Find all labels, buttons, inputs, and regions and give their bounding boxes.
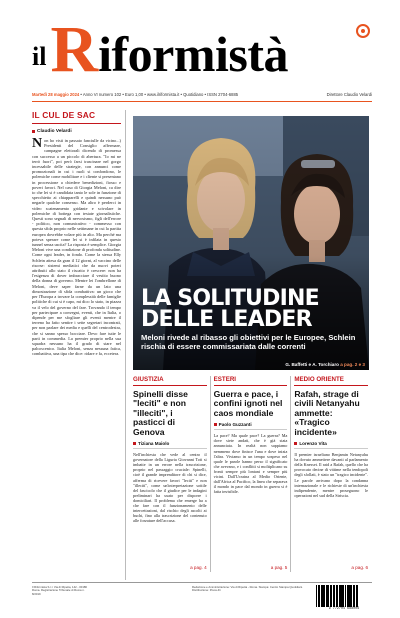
logo-prefix: il — [32, 42, 47, 71]
hero-credit — [285, 362, 365, 367]
hero-page-ref[interactable]: a pag. 2 e 3 — [340, 362, 365, 367]
edition-infobar — [32, 88, 372, 100]
article-byline — [214, 422, 288, 430]
editorial-text: on ho visti in passato fanciulle da vicino...) Presidenti del Consiglio affermare, campagne elettorali dicendo di promessa con successo a un piccolo di abertura. "Io mi ne terrò fuori", poi però farsi trascinare nel gorgo incessabile delle strategie, con annunci come promozionali in cui i ruoli si confondono, le polemiche come mobilitare e i cliente si presentano in processione a chiedere benedizioni, fiosso e poveri favori. Nel caso di Giorgia Meloni, ca dire to che lei si è candidata tanto le sole in funzione di specchietto ai chiapparelli e quindi nessuno può negarle qualche consenso. Ma altro è perderci in video scatenamento gridante e scivolare in polemiche di bottega con testate giornalistiche. Questi sono segnali di nervosismo, figli dell'errore - politico, non comunicativo - commesso con questa sfida proprio nelle settimane in cui la partita europea dovrebbe volare più in alto. Ma perché ma poteva sperare come lei si è infilata in questo tunnel senza uscita? La risposta è semplice. Giorgia Meloni vive una condizione di profonda solitudine. Come ogni leader, in fondo. Come la stessa Elly Schlein attesa da gran il 12 giorni, al vaccino delle risorse: sistemi mediatici che da nuovi poteri attribuiti allo stato il riscatto è crescere: non ha l'esigenza di dover imbracciare il vestito buono della donna di governo. Mentre lei l'ombrellone di Meloni, deve saper farne da un lato una dimostrazione di sfida combattiva: un gioco che per l'Europa a trovare la complessità delle famiglie politiche di cui si è capo, mi dico lo stato, in piazza va il velo del governo del fare. Trovando il tempo per partecipare a convegni, eventi, che in Italia, o dipende per me sfogliare gli eventi mentre il terreno ha fatto sentire i sette segretari incontrati, per non parlare dei media e quelli del centrodestra, che si sanno spesso bocciare. Devo fare tutte le parti in commedia. La premier proprio nella sua squadra nessuno ha il grado di stare nel palcoscenico. Italia Meloni, senza nessuna fatica, combattiva, una tipa che dice: ridare e fa, eccetera. — [32, 138, 121, 357]
hero-headline[interactable]: LA SOLITUDINE DELLE LEADER — [141, 286, 319, 332]
logo-wordmark: iformistà — [98, 26, 289, 82]
hero-authors: G. Baffetti e A. Torchiaro — [285, 362, 339, 367]
byline-square-icon — [32, 130, 35, 133]
article-body: Nell'inchiesta che vede al centro il governatore della Liguria Giovanni Toti si imbatte in un errore nella trascrizione, proprio nel passaggio cruciale: Spinelli, cioè il grande imprenditore di chi si dice, afferma di ricevere favori "leciti" e non "illeciti", come un'interpretazione sottile del fascicolo che il giudice per le indagini preliminari ha usato per disporre i domiciliari. Il problema che emerge ha a che fare con il funzionamento delle intercettazioni, dal rischio degli ascolti ai buchi, fino alla trascrizione del contenuto alle forzature dell'accusa. — [133, 452, 207, 524]
masthead — [0, 0, 400, 92]
editorial-office-info: Redazione e Amministrazione: Via di Ripetta - Roma. Stampa: Centro Stampa Quotidiani. Distribuzione: Press-Di — [192, 585, 303, 593]
editorial-byline — [32, 129, 121, 134]
article-author: Lorenzo Vita — [299, 441, 327, 447]
page-footer — [32, 582, 372, 612]
byline-square-icon — [133, 442, 136, 445]
article-esteri[interactable] — [210, 376, 291, 572]
article-page-ref[interactable]: a pag. 6 — [351, 565, 369, 570]
article-page-ref[interactable]: a pag. 4 — [190, 565, 207, 570]
masthead-rule — [32, 101, 372, 102]
article-headline[interactable]: Spinelli disse "leciti" e non "illeciti", i pasticci di Genova — [133, 389, 188, 437]
article-giustizia[interactable] — [133, 376, 210, 572]
logo-dot-icon — [356, 24, 370, 38]
editorial-dropcap: N — [32, 136, 43, 151]
issue-date: Martedì 28 maggio 2024 — [32, 91, 80, 97]
article-body: La pace? Ma quale pace? La guerra? Ma dove siete andati, che è già stata annunciata. In realtà non sappiamo nemmeno dove finisce l'una e dove inizia l'altra. Viviamo in un tempo sospeso nel quale le parole hanno perso il significato che avevano, e i conflitti si moltiplicano su fronti sempre più lontani e sempre più vicini. Dall'Ucraina al Medio Oriente, dall'Africa al Pacifico, la linea che separava il mondo in pace dal mondo in guerra si è fatta invisibile. — [213, 433, 288, 495]
article-author: Paolo Guzzanti — [218, 422, 252, 428]
director-credit: Direttore Claudio Velardi — [326, 91, 372, 97]
editorial-body — [32, 138, 121, 357]
editorial-column[interactable] — [32, 110, 126, 580]
hero-subheadline: Meloni rivede al ribasso gli obiettivi per le Europee, Schlein rischia di essere commissariata dalle correnti — [141, 333, 356, 351]
barcode-icon — [316, 585, 372, 607]
barcode-number: 9 772704 688006 — [328, 607, 360, 611]
editorial-author: Claudio Velardi — [37, 129, 72, 134]
article-headline[interactable]: Guerra e pace, i confini ignoti nel caos mondiale — [213, 389, 283, 418]
article-section-tag: GIUSTIZIA — [133, 376, 207, 386]
article-byline — [133, 441, 207, 449]
edition-details: • Anno VI numero 102 • Euro 1,00 • www.ilriformista.it • Quotidiano • ISSN 2704-6885 — [80, 91, 239, 97]
editorial-section-tag: IL CUL DE SAC — [32, 110, 121, 124]
article-page-ref[interactable]: a pag. 5 — [270, 565, 288, 570]
byline-square-icon — [294, 442, 297, 445]
publisher-info: Il Riformista S.r.l. Via di Ripetta, 142 - 00186 Roma. Registrazione Tribunale di Roma n. 8/2019 — [32, 585, 87, 596]
article-medio-oriente[interactable] — [290, 376, 371, 572]
article-section-tag: ESTERI — [214, 376, 288, 386]
article-headline[interactable]: Rafah, strage di civili Netanyahu ammette: «Tragico incidente» — [294, 389, 360, 437]
news-columns — [133, 376, 371, 572]
newspaper-logo[interactable] — [32, 13, 289, 86]
article-body: Il premier israeliano Benjamin Netanyahu ha dovuto ammettere davanti al parlamento della Knesset. Il raid a Rafah, quello che ha provocato decine di vittime nella tendopoli degli sfollati, è stato un "tragico incidente". Le parole arrivano dopo la condanna internazionale e le richieste di un'inchiesta indipendente, mentre proseguono le operazioni nel sud della Striscia. — [294, 452, 369, 498]
hero-story[interactable] — [133, 116, 369, 370]
article-author: Tiziana Maiolo — [138, 441, 170, 447]
byline-square-icon — [214, 423, 217, 426]
article-section-tag: MEDIO ORIENTE — [294, 376, 368, 386]
logo-initial: R — [50, 13, 99, 86]
article-byline — [294, 441, 368, 449]
